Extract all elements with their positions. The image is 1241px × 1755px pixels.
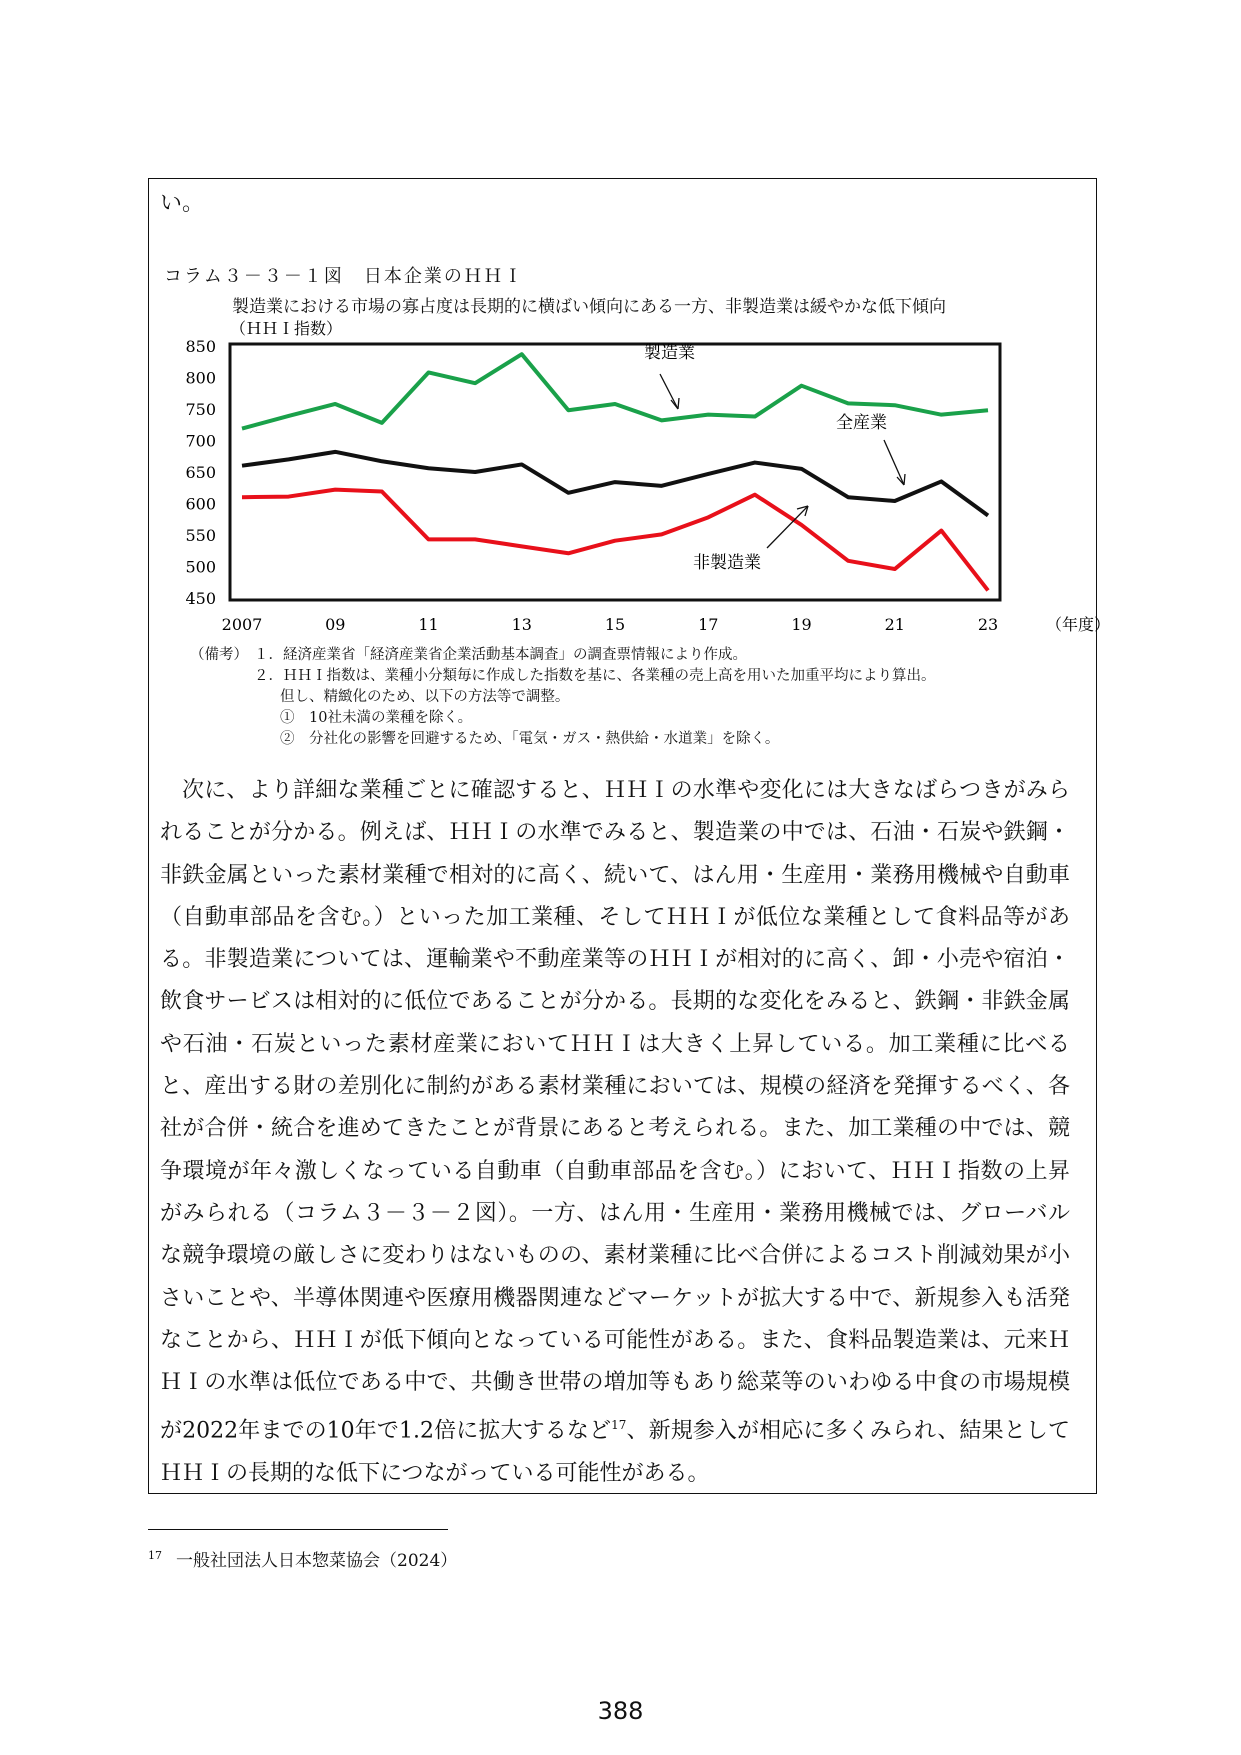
- label-all-industries: 全産業: [836, 413, 887, 433]
- footnote: [148, 1546, 457, 1571]
- x-tick-label: 2007: [221, 615, 263, 634]
- x-tick-label: 13: [511, 615, 532, 634]
- arrow-manufacturing: [660, 374, 678, 409]
- body-text-part-2: 、新規参入が相応に多くみられ、結果としてＨＨＩの長期的な低下につながっている可能性がある。: [160, 1418, 1070, 1487]
- body-text-part-1: 次に、より詳細な業種ごとに確認すると、ＨＨＩの水準や変化には大きなばらつきがみられることが分かる。例えば、ＨＨＩの水準でみると、製造業の中では、石油・石炭や鉄鋼・非鉄金属といった素材業種で相対的に高く、続いて、はん用・生産用・業務用機械や自動車（自動車部品を含む。）といった加工業種、そしてＨＨＩが低位な業種として食料品等がある。非製造業については、運輸業や不動産業等のＨＨＩが相対的に高く、卸・小売や宿泊・飲食サービスは相対的に低位であることが分かる。長期的な変化をみると、鉄鋼・非鉄金属や石油・石炭といった素材産業においてＨＨＩは大きく上昇している。加工業種に比べると、産出する財の差別化に制約がある素材業種においては、規模の経済を発揮するべく、各社が合併・統合を進めてきたことが背景にあると考えられる。また、加工業種の中では、競争環境が年々激しくなっている自動車（自動車部品を含む。）において、ＨＨＩ指数の上昇がみられる（コラム３－３－２図）。一方、はん用・生産用・業務用機械では、グローバルな競争環境の厳しさに変わりはないものの、素材業種に比べ合併によるコスト削減効果が小さいことや、半導体関連や医療用機器関連などマーケットが拡大する中で、新規参入も活発なことから、ＨＨＩが低下傾向となっている可能性がある。また、食料品製造業は、元来ＨＨＩの水準は低位である中で、共働き世帯の増加等もあり総菜等のいわゆる中食の市場規模が2022年までの10年で1.2倍に拡大するなど: [160, 778, 1070, 1444]
- x-tick-labels: [222, 615, 999, 634]
- figure-subtitle: 製造業における市場の寡占度は長期的に横ばい傾向にある一方、非製造業は緩やかな低下傾向: [232, 297, 946, 317]
- x-tick-label: 21: [884, 615, 905, 634]
- y-tick-label: 700: [185, 431, 216, 451]
- y-tick-label: 850: [185, 337, 216, 356]
- series-labels: [644, 343, 905, 573]
- figure-title: コラム３－３－１図 日本企業のＨＨＩ: [164, 266, 524, 287]
- plot-area-frame: [230, 344, 1000, 600]
- arrow-all-industries: [884, 440, 904, 485]
- y-tick-label: 750: [185, 400, 216, 419]
- x-axis-label: （年度）: [1045, 615, 1111, 634]
- y-tick-labels: [185, 337, 216, 608]
- x-tick-label: 23: [977, 615, 999, 634]
- y-tick-label: 600: [185, 494, 216, 514]
- y-tick-label: 500: [185, 557, 216, 577]
- y-tick-label: 650: [185, 463, 216, 482]
- series-lines: [242, 354, 988, 590]
- x-tick-label: 09: [325, 615, 346, 634]
- label-non-manufacturing: 非製造業: [693, 553, 761, 573]
- series-line-2: [242, 490, 988, 591]
- x-tick-label: 19: [791, 615, 812, 634]
- page-number: 388: [597, 1697, 644, 1725]
- lead-text: い。: [160, 191, 205, 216]
- x-tick-label: 11: [418, 615, 439, 634]
- body-paragraph: [160, 770, 1070, 1495]
- note-2: ２．ＨＨＩ指数は、業種小分類毎に作成した指数を基に、各業種の売上高を用いた加重平均により算出。: [254, 668, 936, 684]
- y-tick-label: 550: [185, 526, 216, 545]
- y-tick-label: 450: [185, 589, 216, 608]
- footnote-text: 一般社団法人日本惣菜協会（2024）: [176, 1551, 458, 1571]
- note-1: １．経済産業省「経済産業省企業活動基本調査」の調査票情報により作成。: [254, 647, 747, 663]
- y-axis-label: （ＨＨＩ指数）: [230, 319, 343, 338]
- notes-label: （備考）: [190, 647, 248, 663]
- footnote-reference[interactable]: 17: [611, 1418, 627, 1433]
- x-tick-label: 15: [604, 615, 626, 634]
- footnote-number: 17: [148, 1549, 162, 1563]
- series-line-1: [242, 452, 988, 516]
- hhi-line-chart: [160, 318, 1111, 640]
- y-tick-label: 800: [185, 368, 216, 388]
- note-2-item-1: ① 10社未満の業種を除く。: [280, 710, 473, 726]
- note-2-item-2: ② 分社化の影響を回避するため、「電気・ガス・熱供給・水道業」を除く。: [280, 731, 780, 747]
- x-tick-label: 17: [698, 615, 719, 634]
- note-2-continued: 但し、精緻化のため、以下の方法等で調整。: [280, 689, 570, 705]
- label-manufacturing: 製造業: [644, 343, 695, 363]
- footnote-rule: [148, 1529, 448, 1530]
